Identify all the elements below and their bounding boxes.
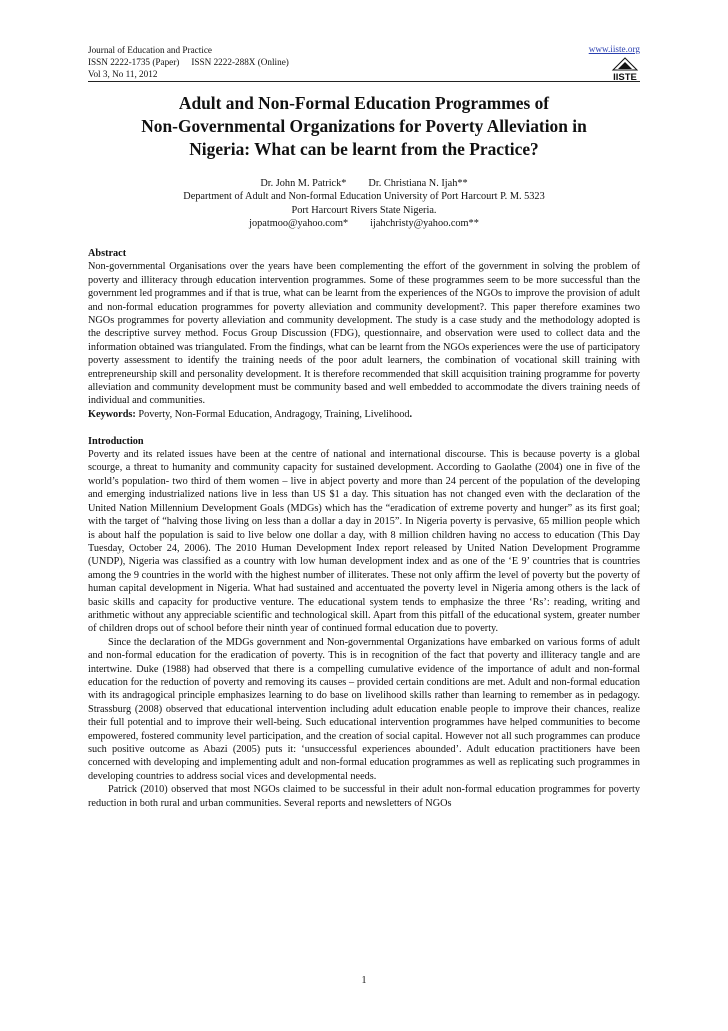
intro-paragraph-2: Since the declaration of the MDGs government and Non-governmental Organizations have embarked on various forms of adult and non-formal education for the eradication of poverty. This is in recognition of the fact that poverty and illiteracy tangle and are intertwine. Duke (1988) had observed that there is a compelling cumulative evidence of the importance of adult and non-formal education for the reduction of poverty and removing its causes – provided certain conditions are met. Adult and non-formal education with its andragogical principle emphasizes learning to do base on livelihood skills rather than learning to remember as in pedagogy. Strassburg (2008) observed that educational intervention including adult education enable people to improve their chances, realize their full potential and to improve their well-being. Such educational intervention programmes have helped communities to become empowered, fostered community level participation, and the creation of social capital. However not all such programmes can produce such positive outcome as Abazi (2005) puts it: ‘unsuccessful experiences abounded’. Adult education practitioners have been concerned with developing and implementing adult and non-formal education programmes as well as replicating such programmes in developing countries to address social vices and developmental needs. bbox=[88, 636, 640, 782]
affiliation-line-1: Department of Adult and Non-formal Education University of Port Harcourt P. M. 5323 bbox=[183, 191, 545, 203]
author-1: Dr. John M. Patrick* bbox=[260, 178, 347, 189]
journal-header bbox=[88, 44, 289, 80]
abstract-heading: Abstract bbox=[88, 248, 127, 259]
issn-online: ISSN 2222-288X (Online) bbox=[191, 57, 289, 67]
paper-title bbox=[88, 92, 640, 161]
introduction-heading: Introduction bbox=[88, 435, 144, 447]
keywords-label: Keywords: bbox=[88, 408, 136, 420]
intro-paragraph-3: Patrick (2010) observed that most NGOs claimed to be successful in their adult non-formal education programmes for poverty reduction in both rural and urban communities. Several reports and newsletters of NGOs bbox=[88, 784, 640, 809]
svg-text:IISTE: IISTE bbox=[613, 72, 637, 81]
email-1: jopatmoo@yahoo.com* bbox=[249, 217, 349, 229]
author-names bbox=[88, 177, 640, 190]
title-line-1: Adult and Non-Formal Education Programmes of bbox=[178, 93, 550, 113]
abstract-text: Non-governmental Organisations over the years have been complementing the effort of the government in solving the problem of poverty and illiteracy through education intervention programmes. Some of these programmes seem to be more successful than the government led programmes and if that is true, what can be learnt from the experiences of the NGOs to improve the provision of adult and non-formal education programmes for poverty alleviation and community development?. This paper therefore examines two NGOs programmes for poverty alleviation and community development. The study is a case study and the methodology adopted is the descriptive survey method. Focus Group Discussion (FDG), questionnaire, and observation were used to collect data and the information obtained was triangulated. From the findings, what can be learnt from the NGOs experiences were the use of participatory poverty assessment to identify the training needs of the poor adult learners, the combination of vocational skill training with entrepreneurship skill and personality development. It is therefore recommended that skill acquisition training programme for poverty alleviation and community development must be community based and well embedded to accommodate the divers training needs of individual and communities. bbox=[88, 261, 640, 407]
issn-paper: ISSN 2222-1735 (Paper) bbox=[88, 57, 180, 67]
header-divider bbox=[88, 81, 640, 82]
author-block bbox=[88, 177, 640, 230]
keywords-list: Poverty, Non-Formal Education, Andragogy, Training, Livelihood bbox=[135, 408, 410, 420]
journal-name: Journal of Education and Practice bbox=[88, 45, 212, 55]
keywords-line bbox=[88, 408, 640, 421]
iiste-logo-icon bbox=[609, 57, 641, 81]
title-line-2: Non-Governmental Organizations for Poverty Alleviation in bbox=[141, 116, 587, 136]
affiliation-line-2: Port Harcourt Rivers State Nigeria. bbox=[291, 204, 437, 216]
keywords-period: . bbox=[409, 408, 413, 420]
email-2: ijahchristy@yahoo.com** bbox=[370, 217, 479, 229]
issn-line bbox=[88, 56, 289, 68]
volume-info: Vol 3, No 11, 2012 bbox=[88, 69, 158, 79]
title-line-3: Nigeria: What can be learnt from the Practice? bbox=[189, 139, 539, 159]
author-emails bbox=[88, 217, 640, 230]
intro-paragraph-1: Poverty and its related issues have been at the centre of national and international discourse. This is because poverty is a global scourge, a threat to humanity and community capacity for sustained development. According to Gaolathe (2004) one in five of the world’s population- two third of them women – live in abject poverty and more than 24 percent of the population of the developing and emerging industrialized nations live in less than US $1 a day. This situation has not changed even with the declaration of the United Nation Millennium Development Goals (MDGs) which has the “eradication of extreme poverty and hunger” as its first goal; with the target of “halving those living on less than a dollar a day in 2015”. In Nigeria poverty is pervasive, 65 million people which is about half the population is said to live below one dollar a day, with 8 million children having no access to education (This Day Tuesday, October 24, 2006). The 2010 Human Development Index report released by United Nation Development Programme (UNDP), Nigeria was classified as a country with low human development index and as one of the ‘E 9’ countries that is countries among the 9 countries in the world with the highest number of illiterates. These not only affirm the level of poverty but the poverty of human capital development in Nigeria. What had sustained and accentuated the poverty level in Nigeria among others is the lack of basic skills and capacity for productive venture. The educational system tends to emphasize the three ‘Rs’: reading, writing and arithmetic without any appreciable scientific and technological skill. Apart from this pitfall of the educational system, greater number of children drops out of school before their ninth year of continued formal education due to poverty. bbox=[88, 449, 640, 635]
paper-body bbox=[88, 247, 640, 810]
author-2: Dr. Christiana N. Ijah** bbox=[368, 178, 468, 189]
page-number: 1 bbox=[361, 975, 367, 986]
journal-website-link[interactable]: www.iiste.org bbox=[588, 44, 640, 54]
